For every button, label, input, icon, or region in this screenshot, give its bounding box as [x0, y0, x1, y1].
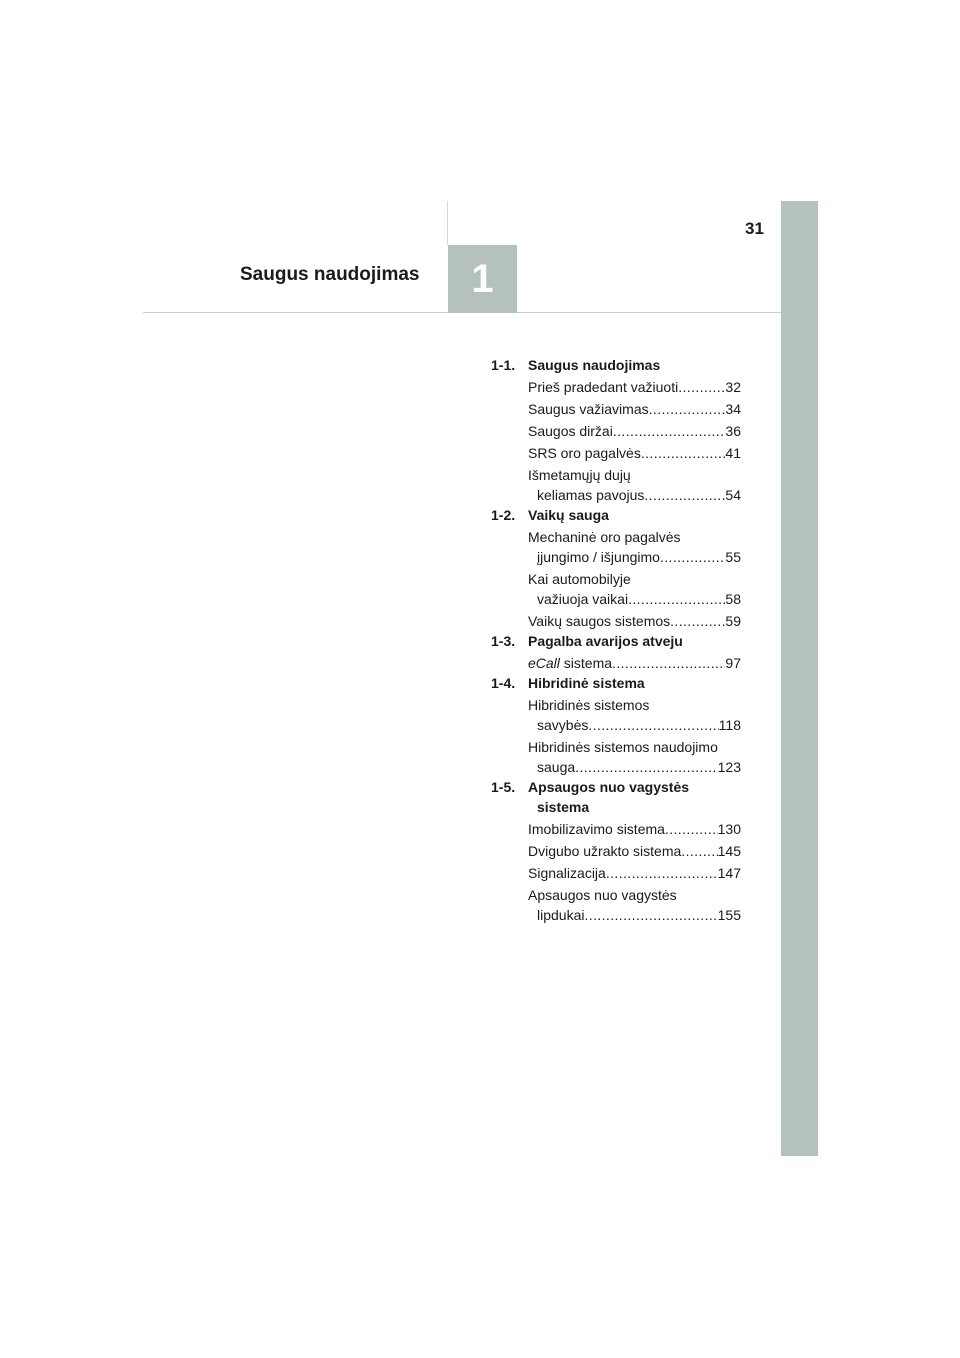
toc-section [491, 673, 741, 777]
toc-section-title [528, 777, 689, 817]
toc-section-number: 1-4. [491, 675, 516, 691]
toc-entry-text: Vaikų saugos sistemos [528, 613, 671, 629]
toc-section-title [528, 355, 660, 375]
page-number: 31 [745, 219, 764, 238]
toc-entry-label [528, 819, 665, 839]
toc-entries [528, 819, 741, 925]
header-divider-vertical [447, 201, 448, 245]
toc-entry-text: Dvigubo užrakto sistema [528, 843, 682, 859]
toc-entry-page: 118 [718, 717, 741, 733]
toc-section-title-line: Saugus naudojimas [528, 357, 661, 373]
toc-entry-text: įjungimo / išjungimo [537, 549, 660, 565]
toc-entry-text: Mechaninė oro pagalvės [528, 529, 681, 545]
toc-entry-label [528, 885, 677, 905]
toc-section-title-line: Apsaugos nuo vagystės [528, 779, 690, 795]
toc-entry-label [528, 465, 631, 485]
toc-entry[interactable] [528, 885, 741, 925]
toc-entry-line [528, 527, 741, 547]
toc-entry-label [528, 863, 606, 883]
toc-entry-text: Kai automobilyje [528, 571, 631, 587]
toc-entry-line [528, 885, 741, 905]
toc-leader-dots [670, 611, 725, 631]
toc-section-number: 1-1. [491, 357, 516, 373]
toc-entry-page: 97 [725, 655, 741, 671]
toc-entry-line [528, 841, 741, 861]
table-of-contents [491, 355, 741, 925]
toc-section [491, 505, 741, 631]
toc-entry[interactable] [528, 653, 741, 673]
toc-entry-page: 58 [725, 591, 741, 607]
toc-entry-page: 36 [725, 423, 741, 439]
toc-entry-line [528, 377, 741, 397]
toc-entry-italic-term: eCall [528, 655, 560, 671]
toc-section-number: 1-5. [491, 779, 516, 795]
toc-section [491, 355, 741, 505]
toc-entry-page: 155 [717, 907, 741, 923]
toc-entry[interactable] [528, 737, 741, 777]
toc-entry-label [537, 905, 584, 925]
toc-entry-text: Saugus važiavimas [528, 401, 649, 417]
toc-entry-line [528, 737, 741, 757]
toc-section-title-line: Hibridinė sistema [528, 675, 645, 691]
toc-section-title [528, 505, 609, 525]
toc-entry-line [528, 695, 741, 715]
toc-entries [528, 377, 741, 505]
toc-entry-text: Apsaugos nuo vagystės [528, 887, 677, 903]
toc-entry-line [528, 819, 741, 839]
chapter-side-tab [781, 201, 818, 1156]
toc-entry-text: sauga [537, 759, 576, 775]
toc-entry[interactable] [528, 421, 741, 441]
toc-leader-dots [649, 399, 726, 419]
toc-entry-text: Hibridinės sistemos naudojimo [528, 739, 718, 755]
toc-entry-label [537, 485, 644, 505]
toc-leader-dots [644, 485, 725, 505]
toc-entry[interactable] [528, 569, 741, 609]
toc-entry-text: Signalizacija [528, 865, 606, 881]
toc-entries [528, 527, 741, 631]
toc-section-number: 1-3. [491, 633, 516, 649]
toc-leader-dots [584, 905, 717, 925]
toc-entry-line [528, 547, 741, 567]
toc-entry-line [528, 465, 741, 485]
toc-entry-label [537, 547, 660, 567]
toc-section-title-line: sistema [537, 799, 590, 815]
toc-leader-dots [681, 841, 717, 861]
toc-entry-label [528, 377, 678, 397]
toc-entry[interactable] [528, 465, 741, 505]
toc-entry[interactable] [528, 527, 741, 567]
toc-entry-line [528, 905, 741, 925]
toc-entry-label [528, 421, 613, 441]
toc-section-title [528, 631, 683, 651]
toc-entry[interactable] [528, 819, 741, 839]
toc-leader-dots [628, 589, 725, 609]
toc-section-header [491, 673, 741, 693]
toc-entry[interactable] [528, 443, 741, 463]
toc-entry[interactable] [528, 841, 741, 861]
toc-leader-dots [660, 547, 725, 567]
toc-leader-dots [612, 653, 725, 673]
toc-entry-line [528, 757, 741, 777]
toc-leader-dots [665, 819, 718, 839]
toc-entry-label [528, 841, 681, 861]
toc-entry-text: savybės [537, 717, 589, 733]
toc-entry-label [537, 715, 588, 735]
toc-leader-dots [678, 377, 725, 397]
toc-entry-line [528, 569, 741, 589]
toc-entries [528, 695, 741, 777]
toc-section-number: 1-2. [491, 507, 516, 523]
toc-entry-page: 123 [717, 759, 741, 775]
toc-section-header [491, 631, 741, 651]
toc-section-title [528, 673, 645, 693]
toc-entry-label [528, 695, 649, 715]
toc-entry[interactable] [528, 611, 741, 631]
toc-entry-label [528, 443, 641, 463]
toc-entry-text: sistema [563, 655, 613, 671]
toc-entry[interactable] [528, 377, 741, 397]
toc-entry-text: Saugos diržai [528, 423, 613, 439]
toc-entries [528, 653, 741, 673]
toc-section [491, 631, 741, 673]
toc-section-header [491, 355, 741, 375]
toc-entry-line [528, 589, 741, 609]
toc-entry-page: 32 [725, 379, 741, 395]
toc-entry-page: 55 [725, 549, 741, 565]
toc-entry[interactable] [528, 695, 741, 735]
toc-entry-line [528, 611, 741, 631]
toc-entry-label [528, 737, 718, 757]
toc-entry-line [528, 443, 741, 463]
toc-entry-label [528, 569, 631, 589]
toc-section-title-line: Pagalba avarijos atveju [528, 633, 683, 649]
toc-entry-text: Išmetamųjų dujų [528, 467, 631, 483]
toc-entry-page: 41 [725, 445, 741, 461]
toc-entry-text: Hibridinės sistemos [528, 697, 650, 713]
toc-entry[interactable] [528, 399, 741, 419]
toc-entry-text: Prieš pradedant važiuoti [528, 379, 679, 395]
toc-entry-page: 34 [725, 401, 741, 417]
toc-entry-line [528, 653, 741, 673]
toc-entry-text: keliamas pavojus [537, 487, 645, 503]
toc-section-title-line: Vaikų sauga [528, 507, 609, 523]
toc-entry-label [528, 527, 681, 547]
toc-entry-label [528, 399, 649, 419]
toc-entry-line [528, 485, 741, 505]
toc-entry-page: 130 [717, 821, 741, 837]
toc-entry-line [528, 863, 741, 883]
toc-leader-dots [588, 715, 718, 735]
toc-entry-line [528, 421, 741, 441]
toc-leader-dots [641, 443, 726, 463]
toc-entry-label [528, 653, 612, 673]
toc-entry-label [537, 757, 575, 777]
toc-entry-text: lipdukai [537, 907, 585, 923]
toc-entry-page: 147 [717, 865, 741, 881]
toc-entry-line [528, 715, 741, 735]
toc-entry-text: važiuoja vaikai [537, 591, 629, 607]
toc-entry-text: SRS oro pagalvės [528, 445, 641, 461]
chapter-number-badge: 1 [448, 245, 517, 313]
toc-entry[interactable] [528, 863, 741, 883]
toc-entry-page: 54 [725, 487, 741, 503]
toc-entry-line [528, 399, 741, 419]
toc-leader-dots [613, 421, 726, 441]
toc-section-header [491, 505, 741, 525]
toc-entry-page: 59 [725, 613, 741, 629]
chapter-title: Saugus naudojimas [240, 264, 420, 285]
toc-section-header [491, 777, 741, 817]
toc-leader-dots [606, 863, 718, 883]
toc-entry-label [528, 611, 670, 631]
toc-leader-dots [575, 757, 717, 777]
toc-entry-label [537, 589, 628, 609]
toc-entry-page: 145 [717, 843, 741, 859]
toc-entry-text: Imobilizavimo sistema [528, 821, 665, 837]
toc-section [491, 777, 741, 925]
